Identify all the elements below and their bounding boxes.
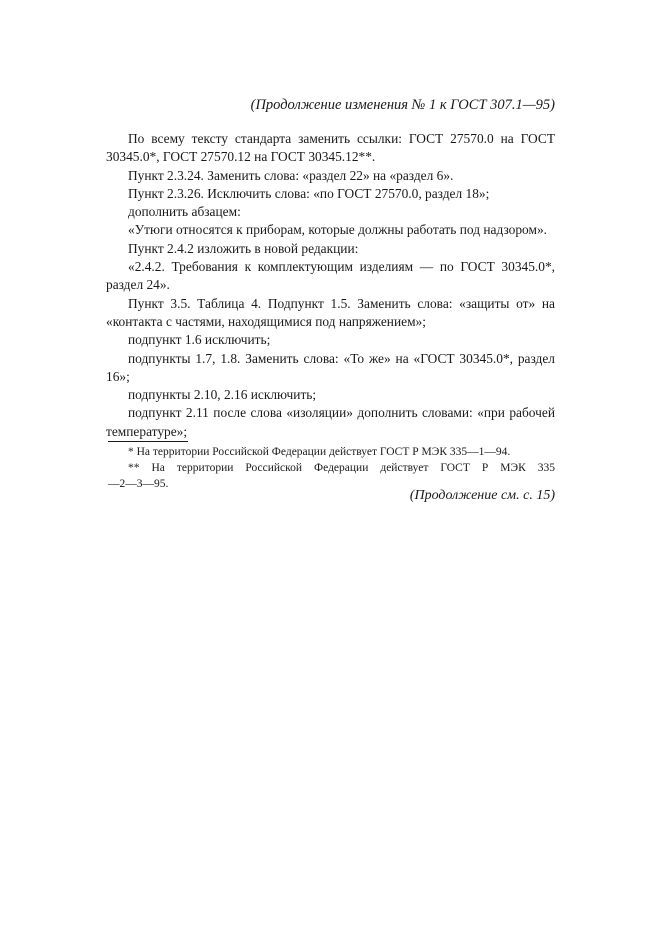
paragraph: «Утюги относятся к приборам, которые должны работать под надзором». <box>128 222 548 238</box>
paragraph: По всему тексту стандарта заменить ссылки: ГОСТ 27570.0 на ГОСТ 30345.0*, ГОСТ 27570.12 на ГОСТ 30345.12**. <box>106 131 555 165</box>
body-text <box>106 130 555 441</box>
paragraph: дополнить абзацем: <box>128 204 241 220</box>
page-header: (Продолжение изменения № 1 к ГОСТ 307.1—95) <box>250 97 555 113</box>
paragraph: подпункты 1.7, 1.8. Заменить слова: «То же» на «ГОСТ 30345.0*, раздел 16»; <box>106 350 555 384</box>
paragraph: Пункт 2.3.24. Заменить слова: «раздел 22» на «раздел 6». <box>128 167 454 183</box>
footnotes <box>108 444 555 492</box>
paragraph: Пункт 2.4.2 изложить в новой редакции: <box>128 240 359 256</box>
continuation-note: (Продолжение см. с. 15) <box>409 488 555 503</box>
footnote: * На территории Российской Федерации действует ГОСТ Р МЭК 335—1—94. <box>128 446 511 458</box>
paragraph: «2.4.2. Требования к комплектующим изделиям — по ГОСТ 30345.0*, раздел 24». <box>106 259 555 293</box>
footnote: ** На территории Российской Федерации действует ГОСТ Р МЭК 335—2—3—95. <box>108 462 555 490</box>
paragraph: подпункт 1.6 исключить; <box>128 332 271 348</box>
paragraph: Пункт 2.3.26. Исключить слова: «по ГОСТ 27570.0, раздел 18»; <box>128 185 490 201</box>
paragraph: подпункты 2.10, 2.16 исключить; <box>128 387 317 403</box>
paragraph: подпункт 2.11 после слова «изоляции» дополнить словами: «при рабочей температуре»; <box>106 405 555 439</box>
footnote-divider <box>108 441 188 442</box>
paragraph: Пункт 3.5. Таблица 4. Подпункт 1.5. Заменить слова: «защиты от» на «контакта с частями, находящимися под напряжением»; <box>106 295 555 329</box>
